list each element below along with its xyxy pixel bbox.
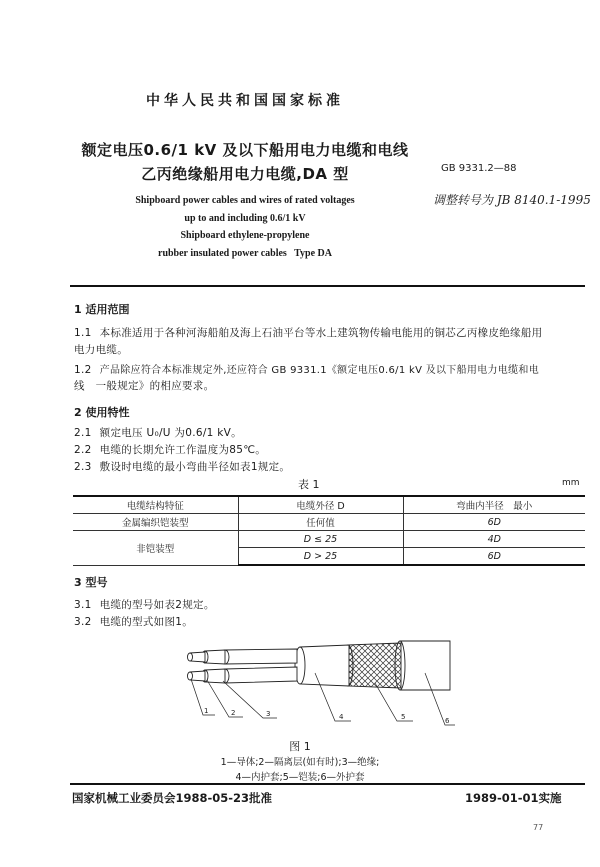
standard-number: GB 9331.2—88 — [441, 163, 517, 174]
section-3-heading: 3 型号 — [74, 576, 108, 589]
callout-6: 6 — [445, 717, 450, 725]
table-cell: 6D — [403, 514, 585, 531]
section-1-heading: 1 适用范围 — [74, 303, 130, 316]
paragraph-1-1 — [74, 325, 542, 340]
paragraph-number: 2.2 — [74, 444, 92, 456]
callout-5: 5 — [401, 713, 406, 721]
column-header: 弯曲内半径 最小 — [403, 496, 585, 514]
table-cell: 金属编织铠装型 — [73, 514, 238, 531]
title-cn-line2: 乙丙绝缘船用电力电缆,DA 型 — [141, 165, 349, 183]
paragraph-1-2 — [74, 361, 539, 376]
figure-1-legend-line1: 1—导体;2—隔离层(如有时);3—绝缘; — [220, 757, 380, 768]
title-en-line2: up to and including 0.6/1 kV — [184, 213, 306, 224]
title-en-line1: Shipboard power cables and wires of rated voltages — [135, 195, 355, 206]
paragraph-number: 2.3 — [74, 461, 92, 473]
table-cell: 非铠装型 — [73, 531, 238, 566]
paragraph-text: 敷设时电缆的最小弯曲半径如表1规定。 — [99, 461, 291, 473]
paragraph-2-2 — [74, 442, 266, 457]
table-cell: 任何值 — [238, 514, 403, 531]
paragraph-text: 电缆的型式如图1。 — [99, 616, 194, 628]
callout-3: 3 — [266, 710, 271, 718]
table-1-unit: mm — [562, 478, 580, 488]
paragraph-number: 2.1 — [74, 427, 92, 439]
column-header: 电缆结构特征 — [73, 496, 238, 514]
table-1 — [73, 495, 585, 566]
paragraph-number: 1.2 — [74, 364, 92, 376]
header-divider — [70, 285, 585, 287]
handwritten-note: 调整转号为 JB 8140.1-1995 — [433, 193, 591, 207]
table-row — [73, 514, 585, 531]
cable-structure-figure — [185, 633, 455, 733]
paragraph-2-1 — [74, 425, 242, 440]
column-header: 电缆外径 D — [238, 496, 403, 514]
callout-1: 1 — [204, 707, 209, 715]
table-cell: D > 25 — [238, 548, 403, 566]
paragraph-text: 电缆的长期允许工作温度为85℃。 — [99, 444, 267, 456]
callout-4: 4 — [339, 713, 344, 721]
section-2-heading: 2 使用特性 — [74, 406, 130, 419]
title-en-line3: Shipboard ethylene-propylene — [180, 230, 310, 241]
paragraph-text: 电缆的型号如表2规定。 — [99, 599, 215, 611]
paragraph-text: 本标准适用于各种河海船舶及海上石油平台等水上建筑物传输电能用的铜芯乙丙橡皮绝缘船用 — [99, 327, 543, 339]
paragraph-2-3 — [74, 459, 290, 474]
page-number: 77 — [533, 823, 544, 832]
paragraph-1-1-cont: 电力电缆。 — [74, 344, 128, 356]
paragraph-3-2 — [74, 614, 193, 629]
table-cell: 4D — [403, 531, 585, 548]
paragraph-1-2-cont: 线 一般规定》的相应要求。 — [74, 380, 215, 392]
callout-2: 2 — [231, 709, 236, 717]
table-row — [73, 531, 585, 548]
table-cell: 6D — [403, 548, 585, 566]
paragraph-number: 3.1 — [74, 599, 92, 611]
paragraph-text: 产品除应符合本标准规定外,还应符合 GB 9331.1《额定电压0.6/1 kV 及以下船用电力电缆和电 — [99, 365, 539, 376]
paragraph-number: 1.1 — [74, 327, 92, 339]
title-cn-line1: 额定电压0.6/1 kV 及以下船用电力电缆和电线 — [81, 141, 409, 159]
table-cell: D ≤ 25 — [238, 531, 403, 548]
approval-info: 国家机械工业委员会1988-05-23批准 — [72, 791, 273, 805]
figure-1-legend-line2: 4—内护套;5—铠装;6—外护套 — [235, 772, 365, 783]
table-1-caption: 表 1 — [298, 478, 320, 491]
table-header-row — [73, 496, 585, 514]
paragraph-text: 额定电压 U₀/U 为0.6/1 kV。 — [99, 427, 242, 439]
figure-1-caption: 图 1 — [289, 740, 311, 753]
paragraph-3-1 — [74, 597, 215, 612]
footer-divider — [70, 783, 585, 785]
implementation-date: 1989-01-01实施 — [465, 791, 562, 805]
national-standard-label: 中华人民共和国国家标准 — [146, 93, 344, 109]
title-en-line4: rubber insulated power cables Type DA — [158, 248, 332, 259]
paragraph-number: 3.2 — [74, 616, 92, 628]
